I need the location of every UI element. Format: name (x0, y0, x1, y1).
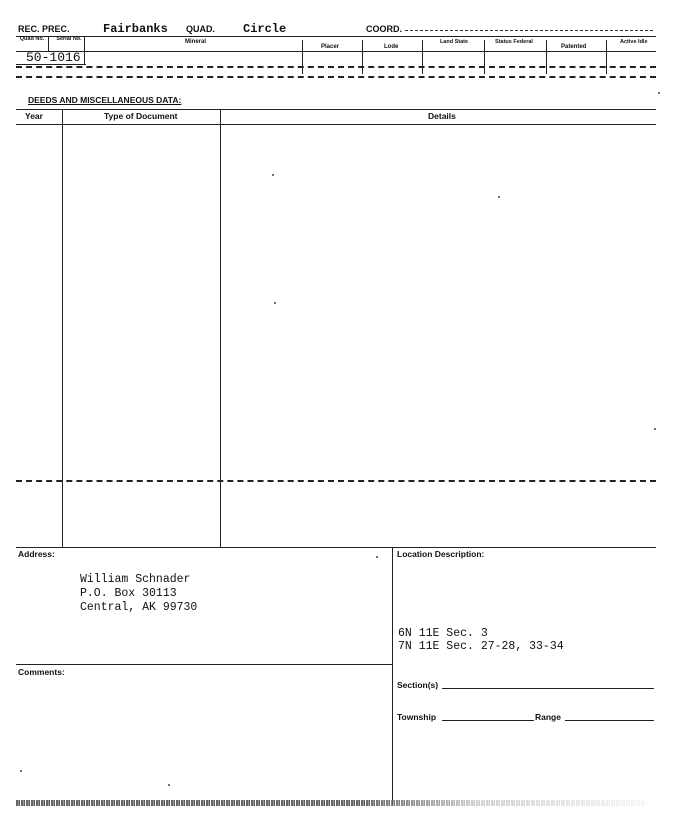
scan-speck (20, 770, 22, 772)
header-col-sep (422, 40, 423, 74)
header-col-sep (484, 40, 485, 74)
deeds-top-rule (16, 109, 656, 110)
scan-speck (168, 784, 170, 786)
serial-number-value: 50-1016 (26, 50, 81, 65)
mineral-label: Mineral (185, 39, 207, 45)
comments-label: Comments: (18, 667, 65, 677)
scan-noise-fade (360, 800, 650, 806)
quad-no-label: Quad No. (19, 36, 45, 42)
serial-underline (16, 64, 86, 65)
header-col-sep (48, 36, 49, 51)
bottom-center-divider (392, 547, 393, 805)
address-bottom-rule (16, 664, 393, 665)
township-fill-line (442, 720, 534, 721)
placer-label: Placer (321, 44, 340, 50)
header-caption-rule (16, 51, 656, 52)
header-col-sep (546, 40, 547, 74)
address-line-2: P.O. Box 30113 (80, 587, 177, 600)
range-fill-line (565, 720, 654, 721)
active-idle-label: Active Idle (620, 39, 648, 45)
header-bottom-dashed-2 (16, 76, 656, 78)
status-federal-label: Status Federal (495, 39, 533, 45)
header-col-sep (302, 40, 303, 74)
rec-prec-value: Fairbanks (103, 22, 168, 36)
location-description-label: Location Description: (397, 549, 485, 559)
location-line-2: 7N 11E Sec. 27-28, 33-34 (398, 640, 564, 653)
scan-speck (272, 174, 274, 176)
deeds-caption-rule (16, 124, 656, 125)
deeds-middle-dashed (16, 480, 656, 482)
header-col-sep (606, 40, 607, 74)
scan-speck (498, 196, 500, 198)
coord-label: COORD. (366, 24, 402, 34)
deeds-col-details: Details (428, 111, 456, 121)
township-label: Township (397, 712, 437, 722)
bottom-section-top-rule (16, 547, 656, 548)
location-line-1: 6N 11E Sec. 3 (398, 627, 488, 640)
sections-fill-line (442, 688, 654, 689)
scan-speck (274, 302, 276, 304)
rec-prec-label: REC. PREC. (18, 24, 70, 34)
scan-speck (654, 428, 656, 430)
address-line-1: William Schnader (80, 573, 191, 586)
lode-label: Lode (384, 44, 399, 50)
land-state-label: Land State (439, 39, 469, 45)
quad-label: QUAD. (186, 24, 215, 34)
header-col-sep (84, 36, 85, 64)
scan-speck (376, 556, 378, 558)
header-top-rule (16, 36, 656, 37)
quad-value: Circle (243, 22, 287, 36)
serial-no-label: Serial No. (56, 36, 82, 42)
sections-label: Section(s) (397, 680, 439, 690)
header-col-sep (362, 40, 363, 74)
deeds-col-type: Type of Document (104, 111, 178, 121)
header-bottom-dashed-1 (16, 66, 656, 68)
patented-label: Patented (561, 44, 587, 50)
address-line-3: Central, AK 99730 (80, 601, 198, 614)
scan-speck (658, 92, 660, 94)
address-label: Address: (18, 549, 55, 559)
range-label: Range (535, 712, 561, 722)
deeds-section-title: DEEDS AND MISCELLANEOUS DATA: (28, 95, 182, 105)
deeds-col-year: Year (25, 111, 43, 121)
coord-dashed-line (405, 30, 653, 31)
